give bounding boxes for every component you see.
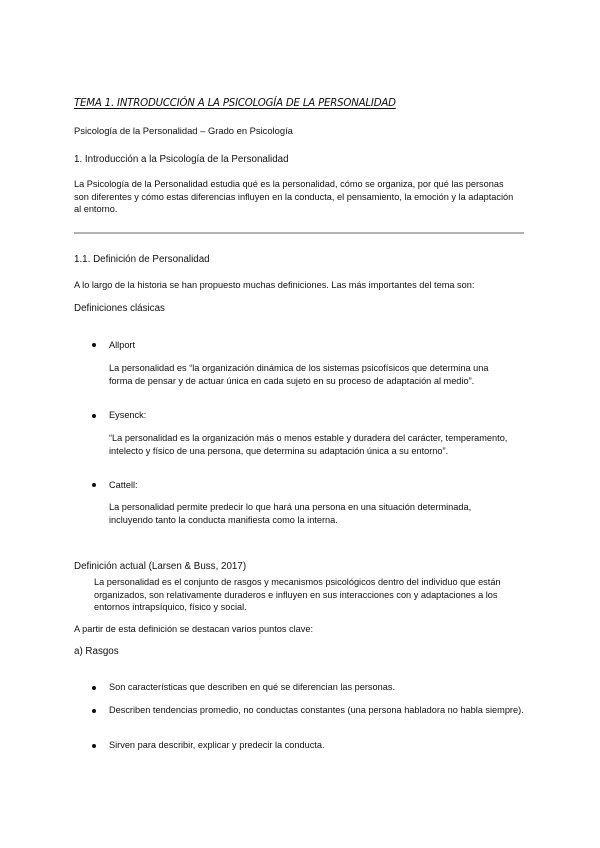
- current-definition-paragraph: La personalidad es el conjunto de rasgos y mecanismos psicológicos dentro del individuo que están organizados, son relativamente duraderos e influyen en sus interacciones con y adaptaciones a los entornos intrapsíquico, físico y social.: [94, 577, 501, 612]
- trait-item: Son características que describen en qué se diferencian las personas.: [109, 682, 396, 692]
- classic-quote-cattell: La personalidad permite predecir lo que hará una persona en una situación determinada, incluyendo tanto la conducta manifiesta como la interna.: [109, 502, 472, 525]
- trait-item: Describen tendencias promedio, no conductas constantes (una persona habladora no habla siempre).: [109, 705, 524, 715]
- classic-author-eysenck: Eysenck:: [109, 410, 147, 420]
- classic-quote-eysenck: “La personalidad es la organización más o menos estable y duradera del carácter, temperamento, intelecto y físico de una persona, que determina su adaptación única a su entorno”.: [109, 433, 508, 456]
- definitions-lead-paragraph: A lo largo de la historia se han propuesto muchas definiciones. Las más importantes del tema son:: [74, 280, 475, 290]
- section-1-paragraph: La Psicología de la Personalidad estudia qué es la personalidad, cómo se organiza, por qué las personas son diferentes y cómo estas diferencias influyen en la conducta, el pensamiento, la emoción y la adaptación al entorno.: [74, 179, 514, 214]
- document-title: TEMA 1. INTRODUCCIÓN A LA PSICOLOGÍA DE LA PERSONALIDAD: [74, 98, 396, 109]
- bullet-icon: [92, 414, 96, 418]
- section-heading-1-1: 1.1. Definición de Personalidad: [74, 254, 210, 265]
- key-points-intro: A partir de esta definición se destacan varios puntos clave:: [74, 624, 314, 634]
- bullet-icon: [92, 686, 96, 690]
- classic-definitions-heading: Definiciones clásicas: [74, 303, 165, 314]
- document-subtitle: Psicología de la Personalidad – Grado en Psicología: [74, 125, 293, 136]
- bullet-icon: [92, 483, 96, 487]
- classic-author-cattell: Cattell:: [109, 480, 138, 490]
- classic-quote-allport: La personalidad es “la organización dinámica de los sistemas psicofísicos que determina una forma de pensar y de actuar única en cada sujeto en su proceso de adaptación al medio”.: [109, 363, 489, 386]
- bullet-icon: [92, 343, 96, 347]
- traits-heading: a) Rasgos: [74, 646, 119, 657]
- bullet-icon: [92, 744, 96, 748]
- section-heading-1: 1. Introducción a la Psicología de la Personalidad: [74, 154, 289, 165]
- current-definition-heading: Definición actual (Larsen & Buss, 2017): [74, 561, 247, 572]
- classic-author-allport: Allport: [109, 340, 136, 350]
- trait-item: Sirven para describir, explicar y predecir la conducta.: [109, 740, 325, 750]
- section-divider: [74, 232, 524, 234]
- bullet-icon: [92, 709, 96, 713]
